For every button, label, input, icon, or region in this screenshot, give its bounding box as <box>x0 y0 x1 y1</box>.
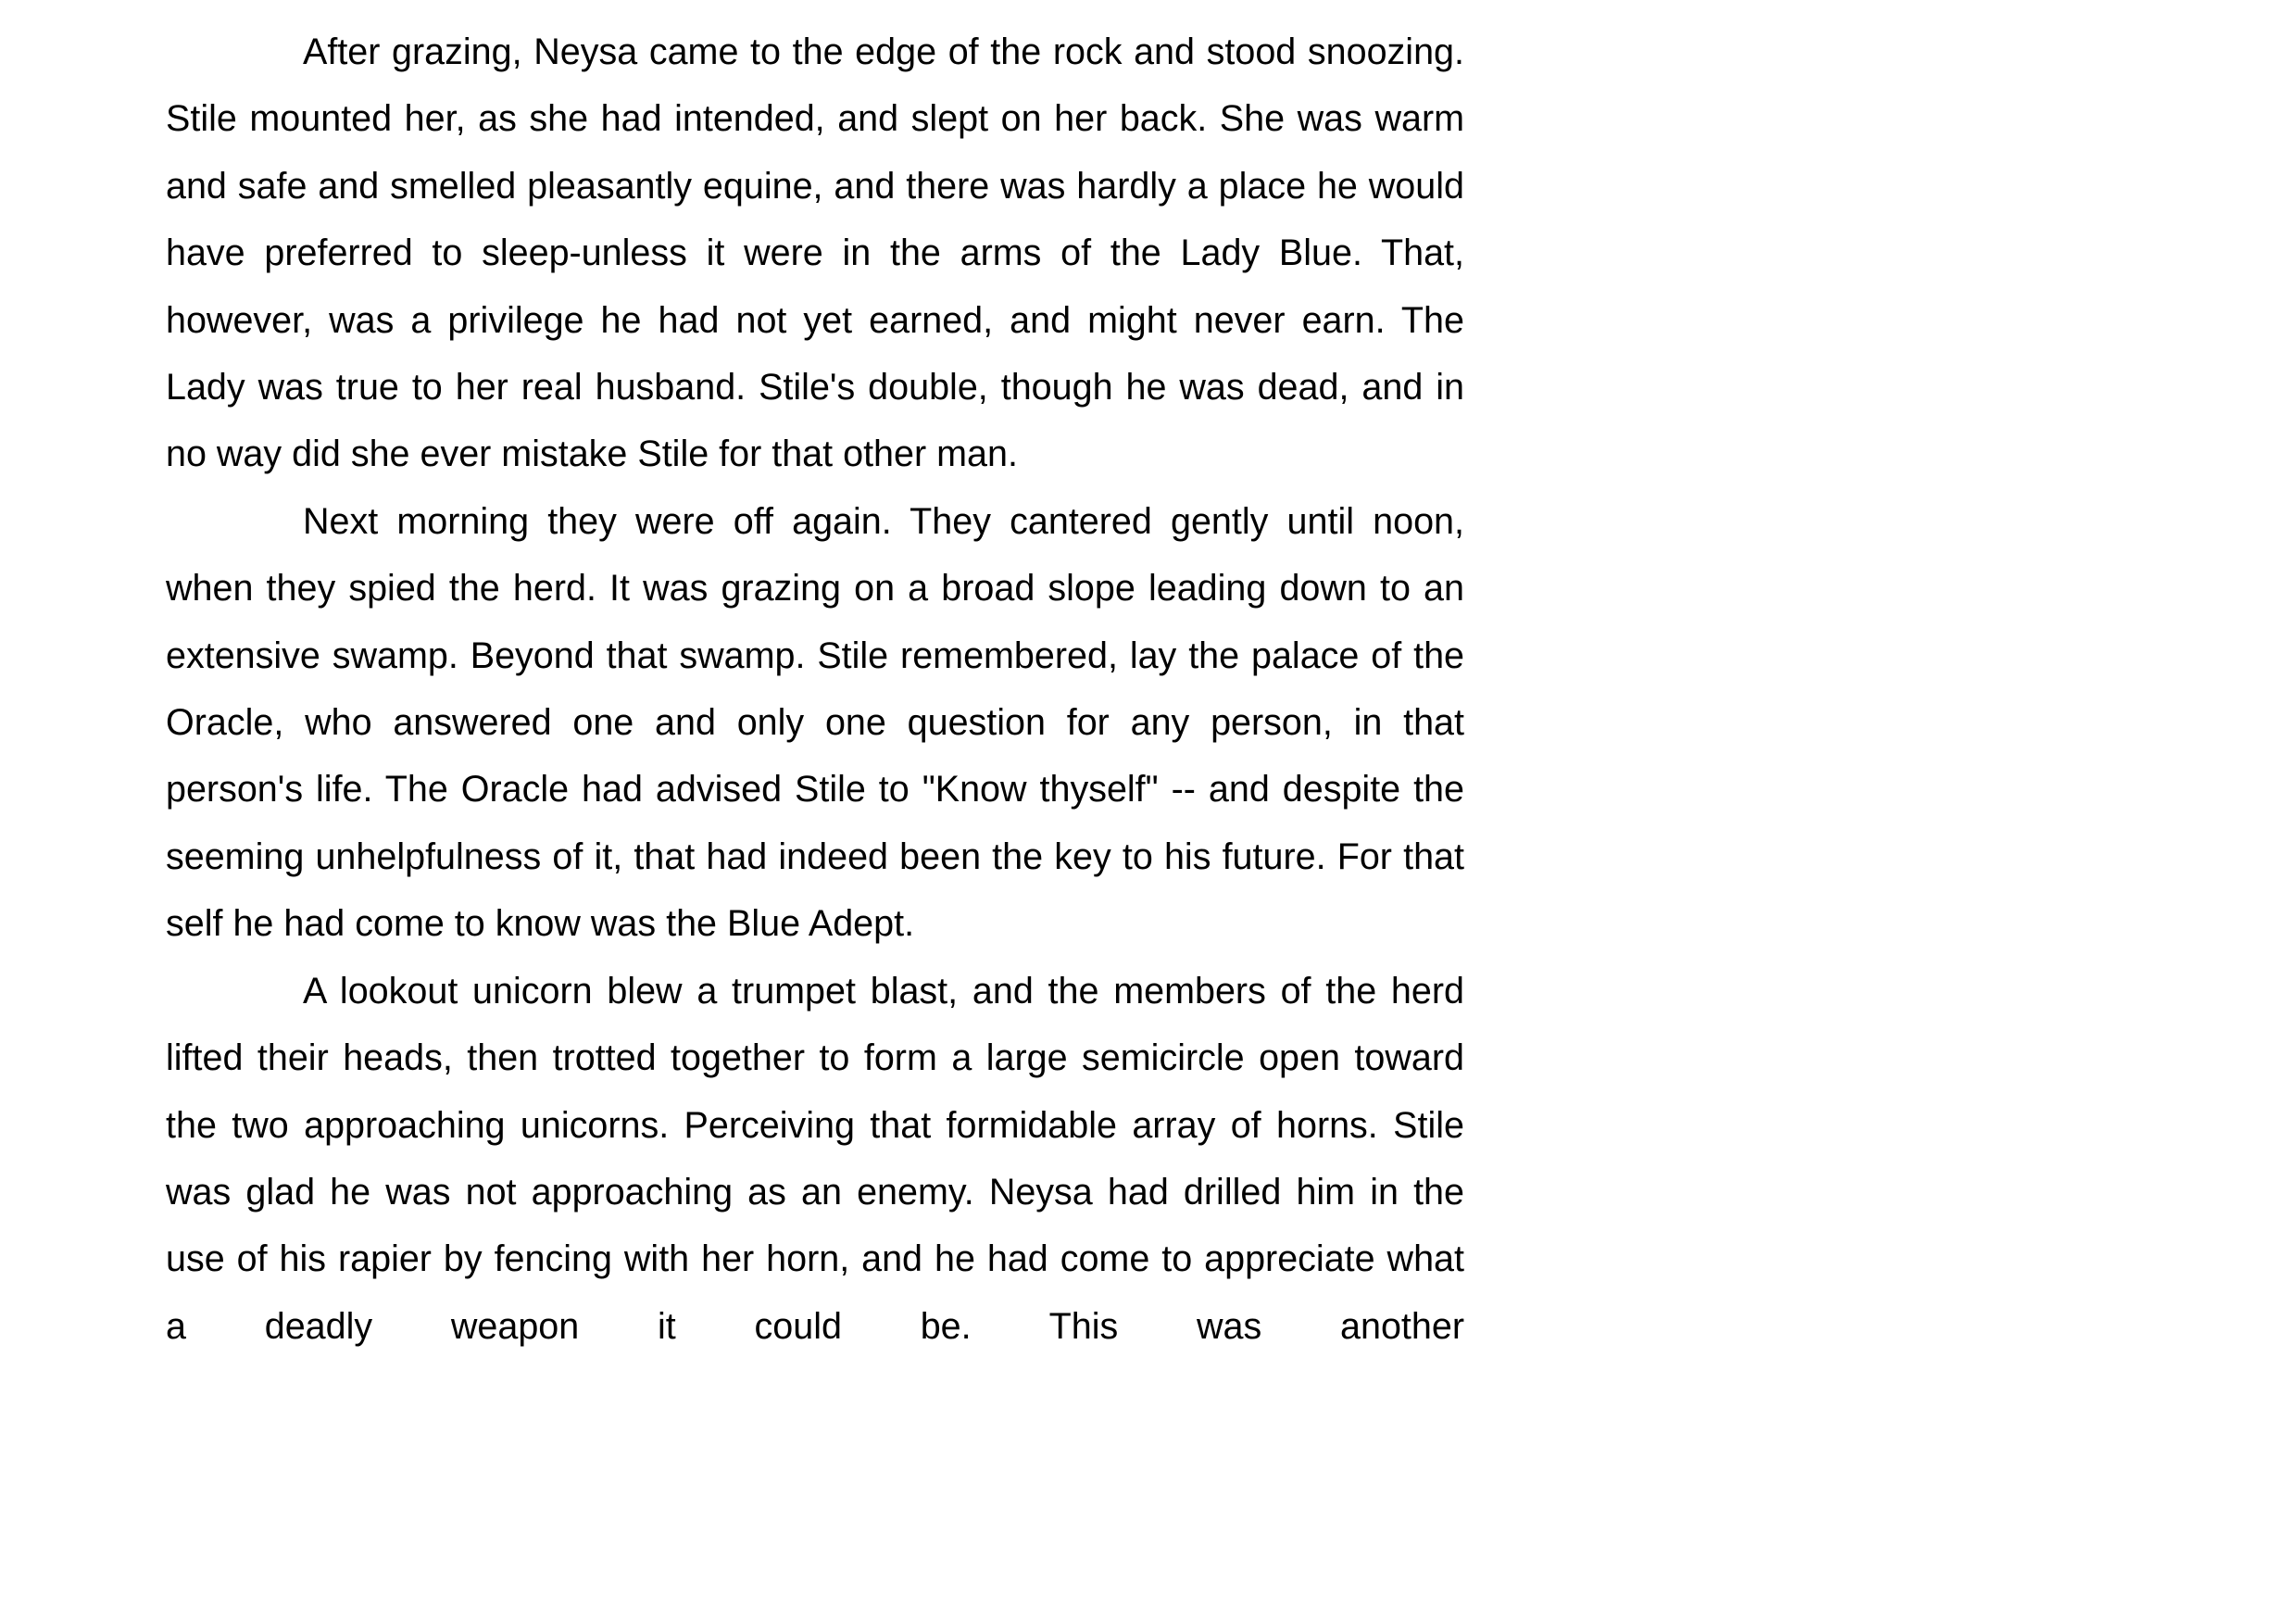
body-text <box>166 19 1464 1360</box>
paragraph-2: Next morning they were off again. They cantered gently until noon, when they spied the herd. It was grazing on a broad slope leading down to an extensive swamp. Beyond that swamp. Stile remembered, lay the palace of the Oracle, who answered one and only one question for any person, in that person's life. The Oracle had advised Stile to "Know thyself" -- and despite the seeming unhelpfulness of it, that had indeed been the key to his future. For that self he had come to know was the Blue Adept. <box>166 500 1464 945</box>
paragraph-3: A lookout unicorn blew a trumpet blast, and the members of the herd lifted their heads, then trotted together to form a large semicircle open toward the two approaching unicorns. Perceiving that formidable array of horns. Stile was glad he was not approaching as an enemy. Neysa had drilled him in the use of his rapier by fencing with her horn, and he had come to appreciate what a deadly weapon it could be. This was another <box>166 970 1464 1347</box>
paragraph-1: After grazing, Neysa came to the edge of the rock and stood snoozing. Stile mounted her, as she had intended, and slept on her back. She was warm and safe and smelled pleasantly equine, and there was hardly a place he would have preferred to sleep-unless it were in the arms of the Lady Blue. That, however, was a privilege he had not yet earned, and might never earn. The Lady was true to her real husband. Stile's double, though he was dead, and in no way did she ever mistake Stile for that other man. <box>166 31 1464 475</box>
